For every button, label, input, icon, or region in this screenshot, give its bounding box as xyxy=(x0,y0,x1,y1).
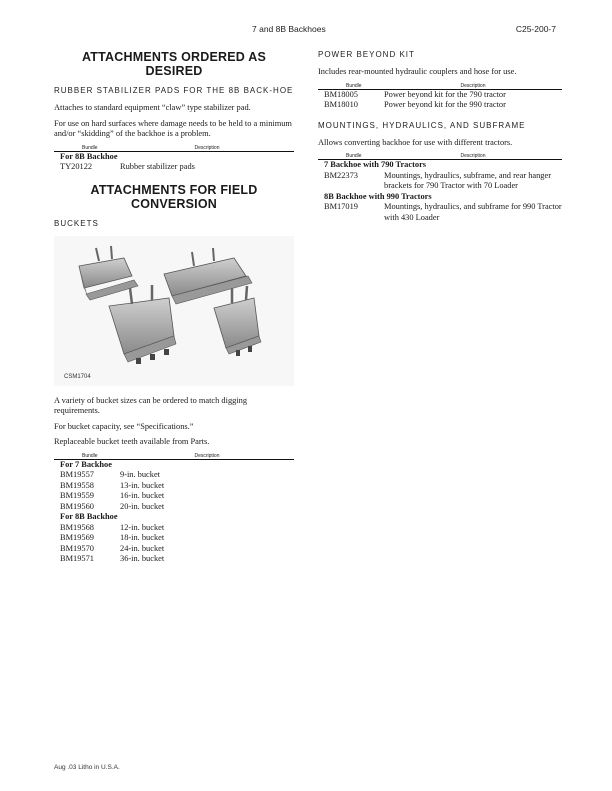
right-column xyxy=(318,50,562,233)
part-description: 36-in. bucket xyxy=(120,554,165,563)
buckets-text-2: For bucket capacity, see “Specifications.” xyxy=(54,421,194,431)
col-bundle: Bundle xyxy=(318,153,384,160)
table-group-label: For 8B Backhoe xyxy=(60,151,118,161)
table-row xyxy=(318,171,562,192)
part-description: Power beyond kit for the 790 tractor xyxy=(384,89,506,99)
part-number: BM19571 xyxy=(60,554,94,563)
table-group-label: 7 Backhoe with 790 Tractors xyxy=(324,160,427,169)
header-code: C25-200-7 xyxy=(515,24,556,34)
col-bundle: Bundle xyxy=(318,83,384,90)
col-description: Description xyxy=(120,453,294,460)
col-bundle: Bundle xyxy=(54,145,120,152)
table-group-label: For 8B Backhoe xyxy=(60,512,118,521)
page-footer: Aug .03 Litho in U.S.A. xyxy=(54,764,120,771)
part-number: BM18010 xyxy=(324,100,358,109)
part-description: Mountings, hydraulics, and subframe for 990 Tractor with 430 Loader xyxy=(384,202,562,222)
mountings-subhead: MOUNTINGS, HYDRAULICS, AND SUBFRAME xyxy=(318,120,526,130)
table-row xyxy=(318,100,562,111)
bucket-large-illustration xyxy=(109,285,176,364)
section-title-ordered: ATTACHMENTS ORDERED AS DESIRED xyxy=(81,50,267,78)
col-description: Description xyxy=(384,153,562,160)
part-number: TY20122 xyxy=(60,162,93,171)
table-group-label: For 7 Backhoe xyxy=(60,459,112,469)
mountings-text: Allows converting backhoe for use with different tractors. xyxy=(318,137,513,147)
power-beyond-table xyxy=(318,83,562,111)
part-description: 16-in. bucket xyxy=(120,491,165,500)
table-row xyxy=(54,162,294,173)
power-beyond-text: Includes rear-mounted hydraulic couplers and hose for use. xyxy=(318,67,517,76)
bucket-small-illustration xyxy=(79,246,138,300)
part-number: BM18005 xyxy=(324,89,358,99)
rubber-pads-subhead: RUBBER STABILIZER PADS FOR THE 8B BACK-HOE xyxy=(54,86,294,95)
table-row xyxy=(318,89,562,100)
buckets-text-1: A variety of bucket sizes can be ordered to match digging requirements. xyxy=(54,395,248,415)
part-description: Mountings, hydraulics, subframe, and rear hanger brackets for 790 Tractor with 70 Loader xyxy=(384,170,551,190)
part-description: 13-in. bucket xyxy=(120,480,165,490)
table-group-label: 8B Backhoe with 990 Tractors xyxy=(324,191,432,201)
table-row xyxy=(54,470,294,481)
rubber-pads-text-2: For use on hard surfaces where damage needs to be held to a minimum and/or “skidding” of the backhoe is a problem. xyxy=(54,118,292,138)
col-description: Description xyxy=(120,145,294,152)
part-description: 18-in. bucket xyxy=(120,533,165,542)
table-row xyxy=(54,544,294,555)
part-description: 9-in. bucket xyxy=(120,470,161,479)
part-number: BM19559 xyxy=(60,491,94,500)
part-number: BM22373 xyxy=(324,170,358,180)
bucket-trench-illustration xyxy=(214,286,261,356)
part-description: 12-in. bucket xyxy=(120,522,165,532)
table-row xyxy=(318,202,562,223)
buckets-subhead: BUCKETS xyxy=(54,218,99,228)
buckets-text-3: Replaceable bucket teeth available from Parts. xyxy=(54,437,210,446)
header-title: 7 and 8B Backhoes xyxy=(252,24,326,34)
part-number: BM19569 xyxy=(60,533,94,542)
buckets-table xyxy=(54,453,294,565)
mountings-table xyxy=(318,153,562,223)
page-header xyxy=(0,24,612,38)
buckets-illustration xyxy=(54,236,294,386)
part-number: BM19557 xyxy=(60,470,94,479)
part-description: Power beyond kit for the 990 tractor xyxy=(384,100,506,109)
bucket-wide-illustration xyxy=(164,248,252,304)
col-description: Description xyxy=(384,83,562,90)
part-number: BM19570 xyxy=(60,543,94,553)
table-row xyxy=(54,481,294,492)
table-row xyxy=(54,533,294,544)
table-row xyxy=(54,491,294,502)
buckets-figure xyxy=(54,236,294,386)
part-number: BM17019 xyxy=(324,202,358,211)
table-row xyxy=(54,523,294,534)
col-bundle: Bundle xyxy=(54,453,120,460)
power-beyond-subhead: POWER BEYOND KIT xyxy=(318,50,415,59)
table-row xyxy=(54,502,294,513)
part-description: 20-in. bucket xyxy=(120,501,165,511)
part-description: 24-in. bucket xyxy=(120,543,165,553)
part-number: BM19568 xyxy=(60,522,94,532)
rubber-pads-table xyxy=(54,145,294,173)
part-number: BM19560 xyxy=(60,501,94,511)
left-column xyxy=(54,50,294,575)
part-number: BM19558 xyxy=(60,480,94,490)
section-title-field-conversion: ATTACHMENTS FOR FIELD CONVERSION xyxy=(90,182,258,211)
table-row xyxy=(54,554,294,565)
part-description: Rubber stabilizer pads xyxy=(120,162,195,171)
rubber-pads-text-1: Attaches to standard equipment “claw” type stabilizer pad. xyxy=(54,103,251,112)
figure-label: CSM1704 xyxy=(64,373,91,380)
